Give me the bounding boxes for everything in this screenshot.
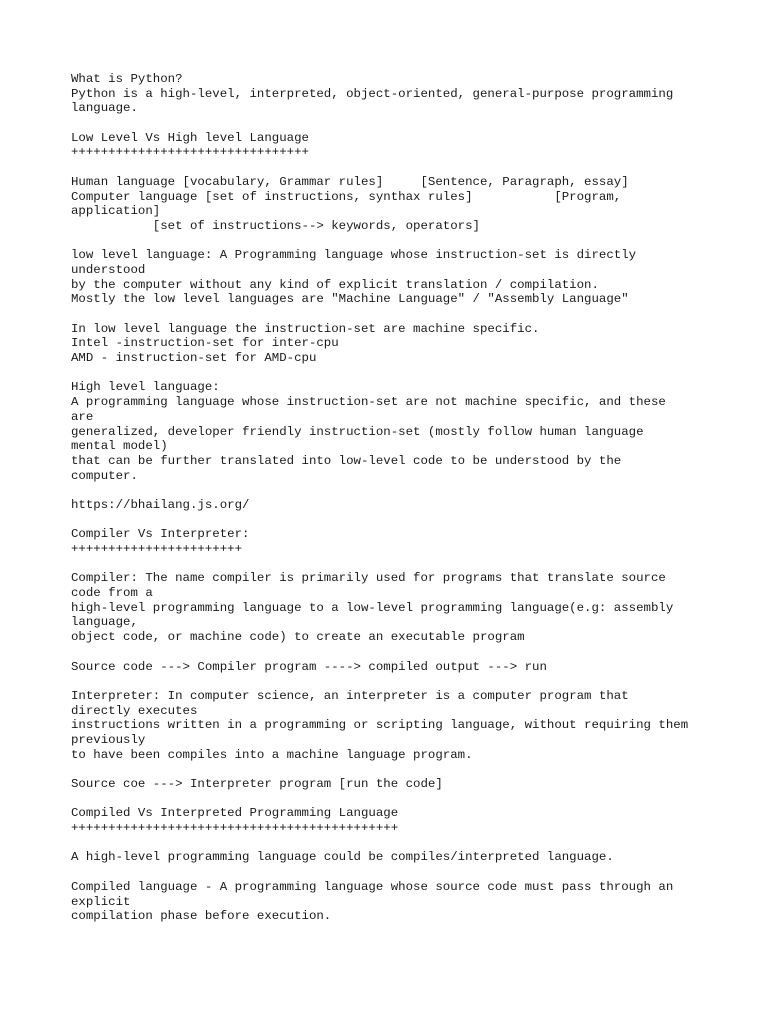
text-line: [set of instructions--> keywords, operators] [71,218,480,233]
text-line: generalized, developer friendly instruction-set (mostly follow human language [71,424,644,439]
text-line: mental model) [71,439,168,454]
text-line: Human language [vocabulary, Grammar rules] [Sentence, Paragraph, essay] [71,174,629,189]
text-line: computer. [71,468,138,483]
text-line [71,674,731,689]
text-line: Intel -instruction-set for inter-cpu [71,336,339,351]
text-line: language, [71,615,138,630]
text-line: directly executes [71,703,198,718]
section-heading: Low Level Vs High level Language [71,130,309,145]
text-line: code from a [71,586,153,601]
text-line: Python is a high-level, interpreted, object-oriented, general-purpose programming [71,86,674,101]
text-line: Source code ---> Compiler program ----> compiled output ---> run [71,659,547,674]
text-line [71,836,731,851]
text-line: AMD - instruction-set for AMD-cpu [71,351,317,366]
section-heading: Compiler Vs Interpreter: [71,527,250,542]
text-line: Mostly the low level languages are "Machine Language" / "Assembly Language" [71,292,629,307]
text-line [71,483,731,498]
text-line: A high-level programming language could be compiles/interpreted language. [71,850,614,865]
text-line [71,645,731,660]
text-line: low level language: A Programming language whose instruction-set is directly [71,248,637,263]
text-line: to have been compiles into a machine language program. [71,747,473,762]
text-line: Interpreter: In computer science, an interpreter is a computer program that [71,688,629,703]
text-line [71,513,731,528]
text-line [71,762,731,777]
text-line [71,865,731,880]
text-line: application] [71,204,161,219]
text-line [71,160,731,175]
text-line: High level language: [71,380,220,395]
text-line: are [71,409,94,424]
url-text: https://bhailang.js.org/ [71,497,250,512]
text-line [71,366,731,381]
text-line [71,234,731,249]
text-line: In low level language the instruction-set are machine specific. [71,321,540,336]
text-line: by the computer without any kind of explicit translation / compilation. [71,277,599,292]
text-line: language. [71,101,138,116]
text-line: Compiler: The name compiler is primarily used for programs that translate source [71,571,666,586]
text-line: object code, or machine code) to create an executable program [71,630,525,645]
text-line: Source coe ---> Interpreter program [run the code] [71,777,443,791]
text-line: Compiled language - A programming language whose source code must pass through an [71,879,674,894]
text-line [71,307,731,322]
text-line [71,792,731,807]
text-line: explicit [71,894,131,909]
text-line: instructions written in a programming or scripting language, without requiring them [71,718,689,733]
text-line: that can be further translated into low-level code to be understood by the [71,453,622,468]
section-heading: Compiled Vs Interpreted Programming Language [71,806,399,821]
text-line: A programming language whose instruction-set are not machine specific, and these [71,395,666,410]
heading-underline: +++++++++++++++++++++++ [71,542,243,556]
text-line: What is Python? [71,72,183,86]
document-page [71,72,731,924]
text-line: Computer language [set of instructions, synthax rules] [Program, [71,189,622,204]
text-line [71,116,731,131]
text-line [71,557,731,572]
text-line: understood [71,262,146,277]
heading-underline: ++++++++++++++++++++++++++++++++ [71,145,309,160]
text-line: high-level programming language to a low-level programming language(e.g: assembly [71,600,674,615]
text-line: previously [71,732,146,747]
text-line: compilation phase before execution. [71,909,332,924]
heading-underline: ++++++++++++++++++++++++++++++++++++++++++++ [71,821,399,836]
